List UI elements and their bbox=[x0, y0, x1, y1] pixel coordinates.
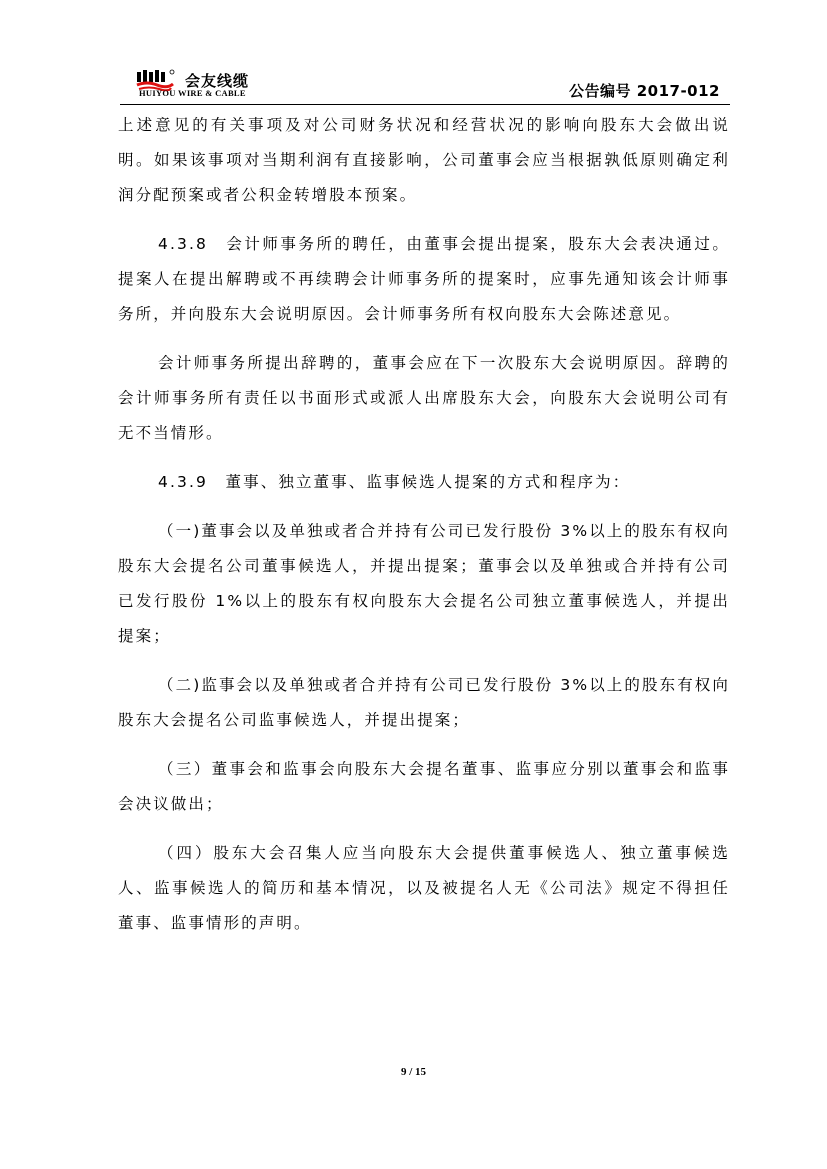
document-body bbox=[118, 108, 730, 941]
paragraph-item-2: （二)监事会以及单独或者合并持有公司已发行股份 3%以上的股东有权向股东大会提名公司监事候选人，并提出提案； bbox=[118, 676, 730, 729]
logo-english-name: HUIYOU WIRE & CABLE bbox=[139, 88, 246, 98]
paragraph-auditor-resignation: 会计师事务所提出辞聘的，董事会应在下一次股东大会说明原因。辞聘的会计师事务所有责任以书面形式或派人出席股东大会，向股东大会说明公司有无不当情形。 bbox=[118, 354, 730, 442]
paragraph-4-3-9: 4.3.9 董事、独立董事、监事候选人提案的方式和程序为： bbox=[158, 473, 631, 491]
paragraph-continuation: 上述意见的有关事项及对公司财务状况和经营状况的影响向股东大会做出说明。如果该事项对当期利润有直接影响，公司董事会应当根据孰低原则确定利润分配预案或者公积金转增股本预案。 bbox=[118, 116, 730, 204]
paragraph-item-1: （一)董事会以及单独或者合并持有公司已发行股份 3%以上的股东有权向股东大会提名公司董事候选人，并提出提案；董事会以及单独或合并持有公司已发行股份 1%以上的股东有权向股东大会提名公司独立董事候选人，并提出提案； bbox=[118, 522, 730, 645]
announcement-number: 公告编号 2017-012 bbox=[568, 82, 720, 100]
paragraph-item-3: （三）董事会和监事会向股东大会提名董事、监事应分别以董事会和监事会决议做出； bbox=[118, 760, 730, 813]
company-logo bbox=[135, 68, 305, 102]
paragraph-item-4: （四）股东大会召集人应当向股东大会提供董事候选人、独立董事候选人、监事候选人的简历和基本情况，以及被提名人无《公司法》规定不得担任董事、监事情形的声明。 bbox=[118, 844, 730, 932]
header-divider bbox=[120, 104, 730, 105]
logo-chinese-name: 会友线缆 bbox=[185, 72, 250, 90]
page-number: 9 / 15 bbox=[400, 1066, 427, 1078]
paragraph-4-3-8: 4.3.8 会计师事务所的聘任，由董事会提出提案，股东大会表决通过。提案人在提出解聘或不再续聘会计师事务所的提案时，应事先通知该会计师事务所，并向股东大会说明原因。会计师事务所有权向股东大会陈述意见。 bbox=[118, 235, 730, 323]
page-header bbox=[120, 66, 730, 106]
